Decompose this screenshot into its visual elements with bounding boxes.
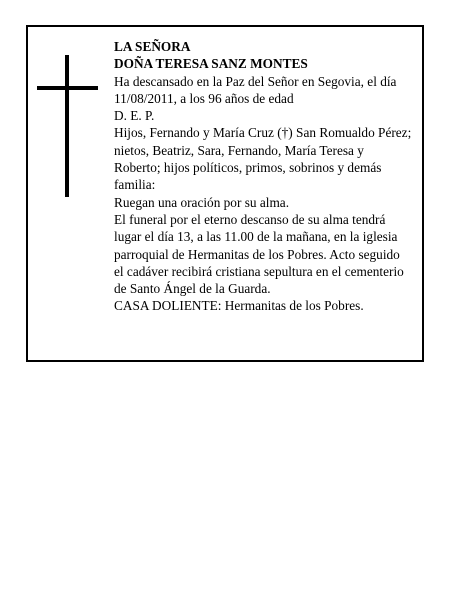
family-line: nietos, Beatriz, Sara, Fernando, María Teresa y xyxy=(114,142,364,158)
funeral-line: parroquial de Hermanitas de los Pobres. Acto seguido xyxy=(114,246,400,262)
funeral-line: el cadáver recibirá cristiana sepultura en el cementerio xyxy=(114,263,404,279)
family-line: Hijos, Fernando y María Cruz (†) San Romualdo Pérez; xyxy=(114,125,412,141)
family-line: familia: xyxy=(114,177,156,193)
honorific: LA SEÑORA xyxy=(114,39,191,54)
cross-icon-bar xyxy=(37,86,98,90)
funeral-line: lugar el día 13, a las 11.00 de la mañana, en la iglesia xyxy=(114,229,398,245)
prayer-request-line: Ruegan una oración por su alma. xyxy=(114,194,290,210)
rip-line: D. E. P. xyxy=(114,108,155,124)
death-announcement-line: Ha descansado en la Paz del Señor en Segovia, el día xyxy=(114,73,397,89)
funeral-line: de Santo Ángel de la Guarda. xyxy=(114,281,271,297)
obituary-text xyxy=(114,38,424,315)
cross-icon xyxy=(65,55,69,197)
death-date-line: 11/08/2011, a los 96 años de edad xyxy=(114,90,294,106)
family-line: Roberto; hijos políticos, primos, sobrinos y demás xyxy=(114,160,382,176)
funeral-line: El funeral por el eterno descanso de su alma tendrá xyxy=(114,211,386,227)
deceased-name: DOÑA TERESA SANZ MONTES xyxy=(114,56,308,72)
mourning-house-line: CASA DOLIENTE: Hermanitas de los Pobres. xyxy=(114,298,364,314)
